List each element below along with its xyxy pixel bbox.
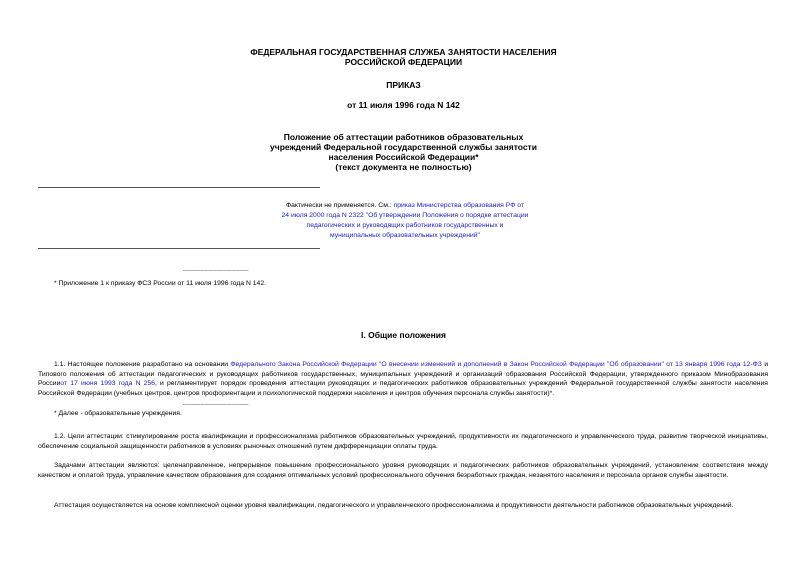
notice-link-part2[interactable]: 24 июля 2000 года N 2322 "Об утверждении Положения о порядке аттестации [281,212,529,219]
notice-link-part4[interactable]: муниципальных образовательных учреждений" [330,232,480,239]
notice-prefix: Фактически не применяется. См.: [285,202,394,209]
notice-link-part1[interactable]: приказ Министерства образования РФ от [393,202,525,209]
title-footnote: * Приложение 1 к приказу ФСЗ России от 11 июля 1996 года N 142. [54,280,267,287]
doc-title-line3: населения Российской Федерации* [328,152,479,162]
order-256-link[interactable]: от 17 июня 1993 года N 256 [60,380,155,387]
paragraph-1-1: 1.1. Настоящее положение разработано на основании Федерального Закона Российской Федерации "О внесении изменений и дополнений в Закон Российской Федерации "Об образовании" от 13 января 1996 года 12-ФЗ и Типового положения об аттестации педагогических и руководящих работников государственных, муниципальных учреждений и организаций образования Российской Федерации, утвержденного приказом Минобразования Россииот 17 июня 1993 года N 256, и регламентирует порядок проведения аттестации руководящих и педагогических работников образовательных учреждений Федеральной государственной службы занятости населения Российской Федерации (учебных центров, центров профориентации и психологической поддержки населения и центров обучения персонала службы занятости)*. [38,361,769,397]
paragraph-footnote: * Далее - образовательные учреждения. [54,410,182,417]
org-name-line2: РОССИЙСКОЙ ФЕДЕРАЦИИ [344,57,463,67]
section-heading: I. Общие положения [361,330,446,340]
footnote-separator-2: _______________ [183,398,249,405]
notice-top-rule [38,187,320,188]
paragraph-assessment: Аттестация осуществляется на основе комплексной оценки уровня квалификации, педагогического и управленческого профессионализма и продуктивности деятельности работников образовательных учреждений. [54,502,734,509]
doc-date: от 11 июля 1996 года N 142 [347,100,460,110]
notice-bottom-rule [38,248,320,249]
footnote-separator: _______________ [183,264,249,271]
notice-link-part3[interactable]: педагогических и руководящих работников государственных и [306,222,504,229]
doc-title-line4: (текст документа не полностью) [335,162,472,172]
paragraph-1-2: 1.2. Цели аттестации: стимулирование роста квалификации и профессионализма работников образовательных учреждений, продуктивности их педагогического и управленческого труда, развитие творческой инициативы, обеспечение социальной защищенности работников в условиях рыночных отношений путем дифференциации оплаты труда. [38,433,768,450]
applicability-notice [200,201,610,241]
federal-law-link[interactable]: Федерального Закона Российской Федерации "О внесении изменений и дополнений в Закон Российской Федерации "Об образовании" от 13 января 1996 года 12-ФЗ [230,361,762,368]
doc-type: ПРИКАЗ [386,80,421,90]
paragraph-tasks: Задачами аттестации являются: целенаправленное, непрерывное повышение профессионального уровня руководящих и педагогических работников образовательных учреждений, установление соответствия между качеством и оплатой труда, управление качеством образования для создания оптимальных условий профессионального обучения безработных граждан, незанятого населения и персонала органов службы занятости. [38,462,768,479]
doc-title-line2: учреждений Федеральной государственной службы занятости [270,142,537,152]
org-name-line1: ФЕДЕРАЛЬНАЯ ГОСУДАРСТВЕННАЯ СЛУЖБА ЗАНЯТОСТИ НАСЕЛЕНИЯ [250,47,557,57]
doc-title-line1: Положение об аттестации работников образовательных [283,132,524,142]
